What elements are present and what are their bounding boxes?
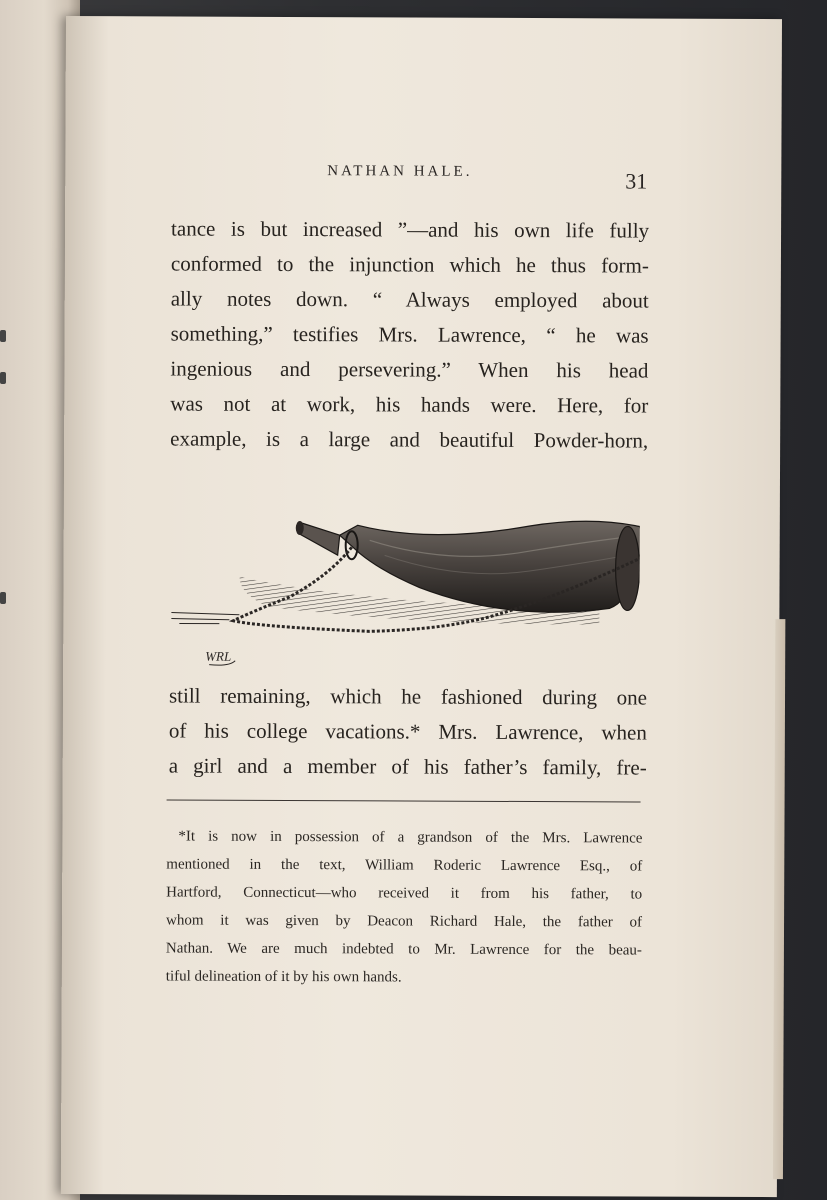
text-line: a girl and a member of his father’s family, fre- xyxy=(168,753,647,780)
body-text-lower xyxy=(169,678,647,785)
text-line: something,” testifies Mrs. Lawrence, “ he was xyxy=(170,321,649,348)
footnote-line: tiful delineation of it by his own hands. xyxy=(165,968,402,986)
text-line: example, is a large and beautiful Powder-horn, xyxy=(170,426,649,453)
text-line: conformed to the injunction which he thus form- xyxy=(170,251,649,278)
footnote-line: Nathan. We are much indebted to Mr. Lawrence for the beau- xyxy=(165,940,642,959)
text-line: was not at work, his hands were. Here, for xyxy=(170,391,649,418)
footnote-line: Hartford, Connecticut—who received it from his father, to xyxy=(166,884,643,903)
powder-horn-illustration xyxy=(169,494,640,668)
text-line: ingenious and persevering.” When his head xyxy=(170,356,649,383)
text-line: ally notes down. “ Always employed about xyxy=(170,286,649,313)
left-margin-mark xyxy=(0,330,6,342)
text-line: of his college vacations.* Mrs. Lawrence, when xyxy=(168,718,647,745)
horn-spout xyxy=(298,523,340,555)
book-page xyxy=(61,16,782,1197)
left-margin-mark xyxy=(0,372,6,384)
footnote-line: mentioned in the text, William Roderic Lawrence Esq., of xyxy=(166,856,643,875)
footnote-line: whom it was given by Deacon Richard Hale, the father of xyxy=(166,912,643,931)
svg-text:WRL: WRL xyxy=(205,648,232,664)
running-head: NATHAN HALE. xyxy=(327,163,473,180)
text-line: tance is but increased ”—and his own life fully xyxy=(171,216,650,243)
footnote-line: *It is now in possession of a grandson of the Mrs. Lawrence xyxy=(178,828,643,847)
footnote xyxy=(166,822,643,992)
footnote-rule xyxy=(167,799,641,802)
left-margin-mark xyxy=(0,592,6,604)
page-number: 31 xyxy=(625,168,648,194)
body-text-upper xyxy=(170,211,649,458)
text-line: still remaining, which he fashioned during one xyxy=(168,683,648,710)
